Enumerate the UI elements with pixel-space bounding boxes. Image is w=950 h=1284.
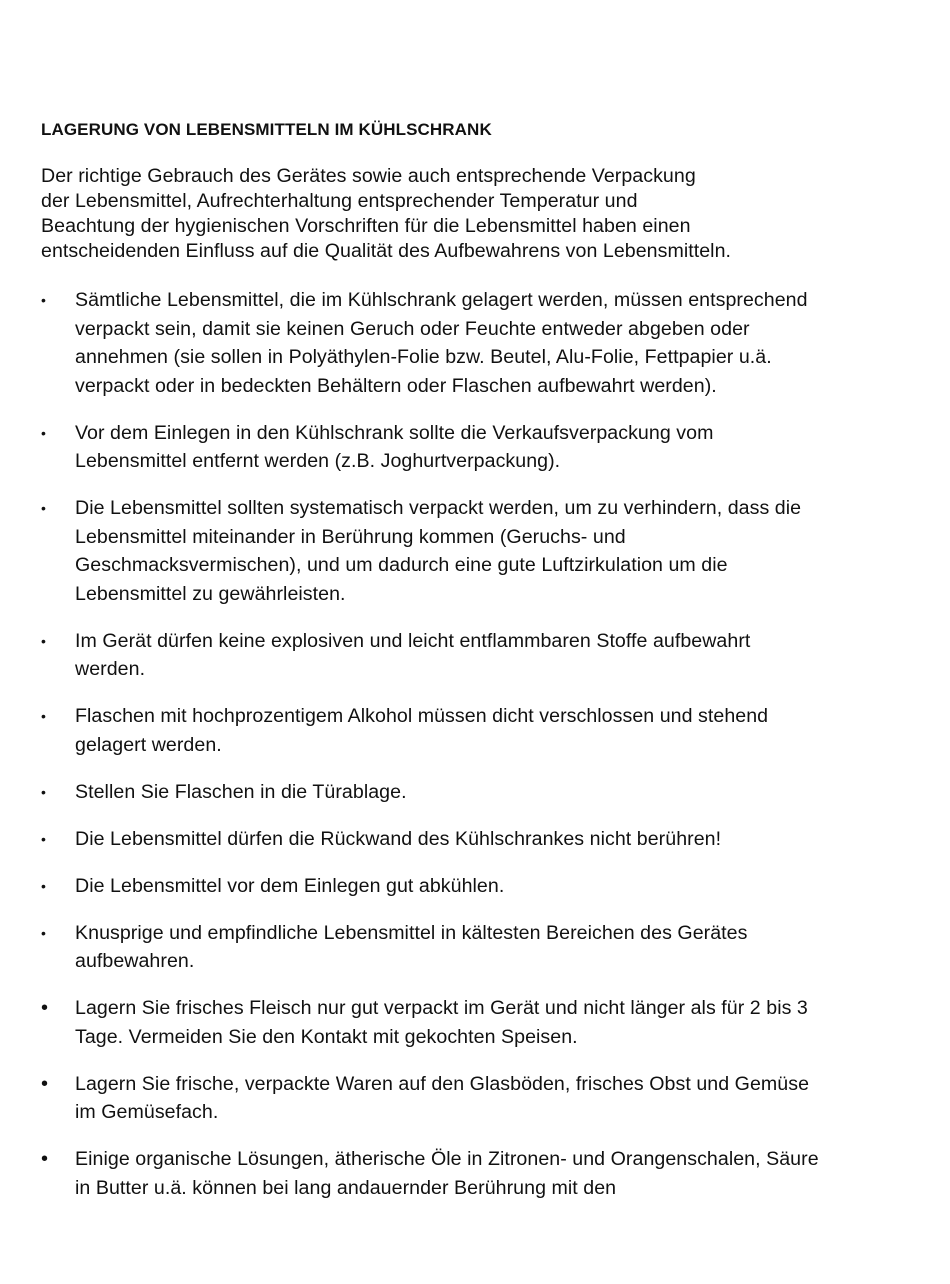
list-item-line: verpackt oder in bedeckten Behältern oder Flaschen aufbewahrt werden).: [75, 374, 717, 397]
bullet-icon: •: [41, 632, 46, 649]
list-item: [41, 286, 911, 400]
list-item-line: Die Lebensmittel dürfen die Rückwand des Kühlschrankes nicht berühren!: [75, 827, 722, 850]
list-item-line: Vor dem Einlegen in den Kühlschrank sollte die Verkaufsverpackung vom: [75, 421, 714, 444]
list-item: [41, 1070, 911, 1127]
bullet-icon: •: [41, 1148, 49, 1170]
bullet-icon: •: [41, 997, 49, 1019]
intro-paragraph: [41, 164, 911, 264]
list-item-line: verpackt sein, damit sie keinen Geruch oder Feuchte entweder abgeben oder: [75, 317, 750, 340]
list-item-line: werden.: [75, 658, 146, 680]
list-item-line: Tage. Vermeiden Sie den Kontakt mit gekochten Speisen.: [75, 1025, 578, 1048]
list-item-line: Die Lebensmittel vor dem Einlegen gut abkühlen.: [75, 874, 505, 897]
list-item-line: aufbewahren.: [75, 950, 195, 972]
intro-line: Der richtige Gebrauch des Gerätes sowie auch entsprechende Verpackung: [41, 165, 696, 187]
list-item-line: Einige organische Lösungen, ätherische Öle in Zitronen- und Orangenschalen, Säure: [75, 1148, 819, 1170]
list-item: [41, 419, 911, 476]
list-item-line: Knusprige und empfindliche Lebensmittel in kältesten Bereichen des Gerätes: [75, 921, 748, 944]
bullet-icon: •: [41, 292, 46, 308]
bullet-icon: •: [41, 424, 46, 441]
list-item-line: Geschmacksvermischen), und um dadurch eine gute Luftzirkulation um die: [75, 554, 728, 576]
list-item: [41, 919, 911, 976]
document-page: [41, 118, 911, 1221]
bullet-icon: •: [41, 830, 46, 847]
list-item-line: Sämtliche Lebensmittel, die im Kühlschrank gelagert werden, müssen entsprechend: [75, 289, 808, 311]
list-item: [41, 494, 911, 608]
list-item: [41, 1145, 911, 1202]
bullet-icon: •: [41, 708, 46, 724]
list-item-line: Lebensmittel zu gewährleisten.: [75, 582, 346, 605]
section-heading: LAGERUNG VON LEBENSMITTELN IM KÜHLSCHRANK: [41, 120, 492, 139]
list-item-line: Lagern Sie frische, verpackte Waren auf den Glasböden, frisches Obst und Gemüse: [75, 1072, 810, 1095]
list-item-line: Stellen Sie Flaschen in die Türablage.: [75, 780, 407, 803]
list-item-line: annehmen (sie sollen in Polyäthylen-Folie bzw. Beutel, Alu-Folie, Fettpapier u.ä.: [75, 346, 772, 368]
list-item-line: in Butter u.ä. können bei lang andauernder Berührung mit den: [75, 1176, 617, 1199]
list-item: [41, 994, 911, 1051]
intro-line: entscheidenden Einfluss auf die Qualität des Aufbewahrens von Lebensmitteln.: [41, 240, 732, 262]
list-item-line: im Gemüsefach.: [75, 1101, 219, 1123]
bullet-list: [41, 286, 911, 1202]
list-item: [41, 627, 911, 684]
bullet-icon: •: [41, 1072, 49, 1095]
list-item-line: Lagern Sie frisches Fleisch nur gut verpackt im Gerät und nicht länger als für 2 bis 3: [75, 997, 808, 1019]
list-item: [41, 872, 911, 901]
intro-line: der Lebensmittel, Aufrechterhaltung entsprechender Temperatur und: [41, 190, 638, 212]
bullet-icon: •: [41, 500, 46, 516]
list-item: [41, 825, 911, 854]
bullet-icon: •: [41, 877, 46, 894]
bullet-icon: •: [41, 783, 46, 800]
list-item-line: gelagert werden.: [75, 733, 222, 756]
list-item-line: Lebensmittel entfernt werden (z.B. Joghurtverpackung).: [75, 450, 561, 472]
list-item-line: Im Gerät dürfen keine explosiven und leicht entflammbaren Stoffe aufbewahrt: [75, 629, 751, 652]
list-item: [41, 778, 911, 807]
list-item-line: Flaschen mit hochprozentigem Alkohol müssen dicht verschlossen und stehend: [75, 705, 769, 727]
list-item: [41, 702, 911, 759]
list-item-line: Die Lebensmittel sollten systematisch verpackt werden, um zu verhindern, dass die: [75, 497, 802, 519]
list-item-line: Lebensmittel miteinander in Berührung kommen (Geruchs- und: [75, 525, 626, 548]
bullet-icon: •: [41, 924, 46, 941]
intro-line: Beachtung der hygienischen Vorschriften für die Lebensmittel haben einen: [41, 215, 691, 237]
